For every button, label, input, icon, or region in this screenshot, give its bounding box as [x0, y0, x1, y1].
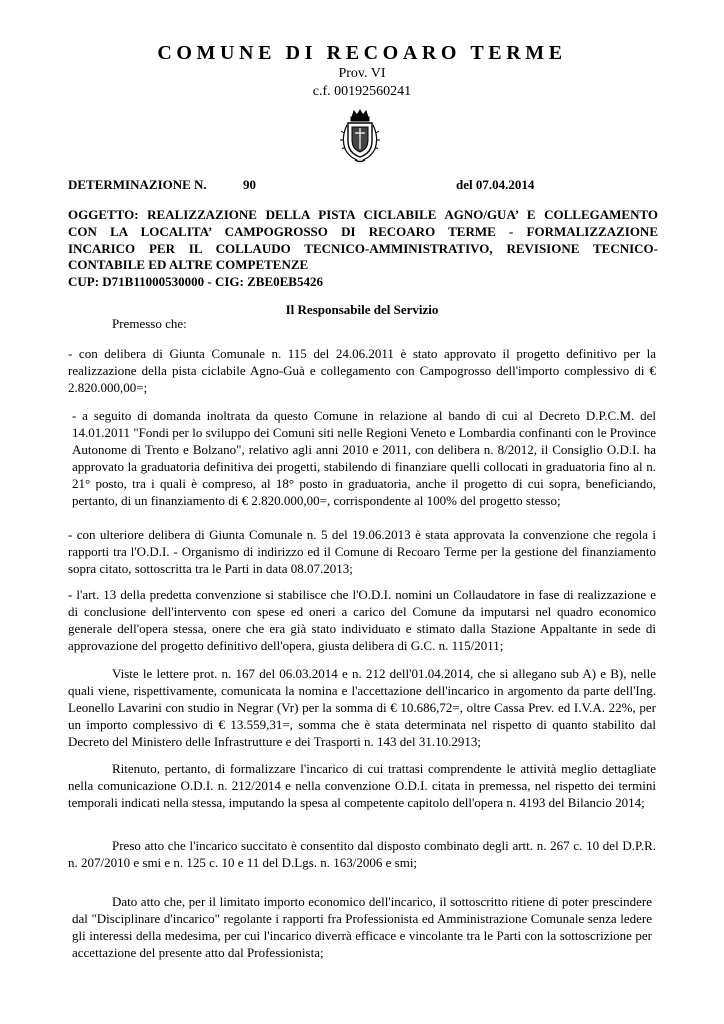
paragraph: Dato atto che, per il limitato importo economico dell'incarico, il sottoscritto ritiene di poter prescindere dal "Disciplinare d'incarico" regolante i rapporti fra Professionista ed Amministrazione Comunale senza ledere gli interessi della medesima, per cui l'incarico diverrà efficace e vincolante tra le Parti con la sottoscrizione per accettazione del presente atto dal Professionista; [72, 894, 652, 960]
municipal-crest-icon [339, 109, 381, 164]
subject-line: OGGETTO: REALIZZAZIONE DELLA PISTA CICLABILE AGNO/GUA’ E COLLEGAMENTO [68, 207, 658, 222]
subject-line: CUP: D71B11000530000 - CIG: ZBE0EB5426 [68, 274, 323, 290]
premise-label: Premesso che: [112, 316, 187, 331]
paragraph: - l'art. 13 della predetta convenzione si stabilisce che l'O.D.I. nomini un Collaudatore in fase di realizzazione e di conclusione dell'intervento con spese ed oneri a carico del Comune da imputarsi nel quadro economico generale dell'opera stessa, onere che era già stato individuato e stimato dalla Stazione Appaltante in sede di approvazione del progetto definitivo dell'opera, giusta delibera di G.C. n. 115/2011; [68, 587, 656, 653]
determination-date: del 07.04.2014 [456, 177, 535, 192]
subject-block [68, 207, 658, 291]
determination-number: 90 [243, 177, 256, 192]
subject-line: INCARICO PER IL COLLAUDO TECNICO-AMMINISTRATIVO, REVISIONE TECNICO- [68, 240, 658, 256]
paragraph: - a seguito di domanda inoltrata da questo Comune in relazione al bando di cui al Decreto D.P.C.M. del 14.01.2011 "Fondi per lo sviluppo dei Comuni siti nelle Regioni Veneto e Lombardia confinanti con le Province Autonome di Trento e Bolzano", relativo agli anni 2010 e 2011, con delibera n. 8/2012, il Consiglio O.D.I. ha approvato la graduatoria definitiva dei progetti, stabilendo di finanziare quelli collocati in graduatoria fino al n. 21° posto, tra i quali è compreso, al 18° posto in graduatoria, anche il progetto di cui sopra, beneficiando, pertanto, di un finanziamento di € 2.820.000,00=, corrispondente al 100% del progetto stesso; [72, 408, 656, 508]
determination-label: DETERMINAZIONE N. [68, 177, 207, 192]
municipality-title: COMUNE DI RECOARO TERME [157, 42, 567, 64]
paragraph: Viste le lettere prot. n. 167 del 06.03.2014 e n. 212 dell'01.04.2014, che si allegano sub A) e B), nelle quali viene, rispettivamente, comunicata la nomina e l'accettazione dell'incarico in argomento da parte dell'Ing. Leonello Lavarini con studio in Negrar (Vr) per la somma di € 10.686,72=, oltre Cassa Prev. ed I.V.A. 22%, per un importo complessivo di € 13.559,31=, somma che è stata determinata nel rispetto di quanto stabilito dal Decreto del Ministero delle Infrastrutture e dei Trasporti n. 143 del 31.10.2913; [68, 666, 656, 749]
paragraph: - con ulteriore delibera di Giunta Comunale n. 5 del 19.06.2013 è stata approvata la convenzione che regola i rapporti tra l'O.D.I. - Organismo di indirizzo ed il Comune di Recoaro Terme per la gestione del finanziamento sopra citato, sottoscritta tra le Parti in data 08.07.2013; [68, 527, 656, 576]
province-line: Prov. VI [338, 66, 386, 81]
paragraph: Preso atto che l'incarico succitato è consentito dal disposto combinato degli artt. n. 267 c. 10 del D.P.R. n. 207/2010 e smi e n. 125 c. 10 e 11 del D.Lgs. n. 163/2006 e smi; [68, 838, 656, 870]
paragraph: Ritenuto, pertanto, di formalizzare l'incarico di cui trattasi comprendente le attività meglio dettagliate nella comunicazione O.D.I. n. 212/2014 e nella convenzione O.D.I. citata in premessa, nel rispetto dei termini temporali indicati nella stessa, imputando la spesa al competente capitolo dell'opera n. 4193 del Bilancio 2014; [68, 761, 656, 810]
subject-line: CONTABILE ED ALTRE COMPETENZE [68, 257, 309, 273]
tax-code-line: c.f. 00192560241 [312, 84, 412, 99]
paragraph: - con delibera di Giunta Comunale n. 115 del 24.06.2011 è stato approvato il progetto definitivo per la realizzazione della pista ciclabile Agno-Guà e collegamento con Campogrosso dell'importo complessivo di € 2.820.000,00=; [68, 346, 656, 395]
subject-line: CON LA LOCALITA’ CAMPOGROSSO DI RECOARO TERME - FORMALIZZAZIONE [68, 223, 658, 239]
responsible-heading: Il Responsabile del Servizio [285, 302, 439, 317]
